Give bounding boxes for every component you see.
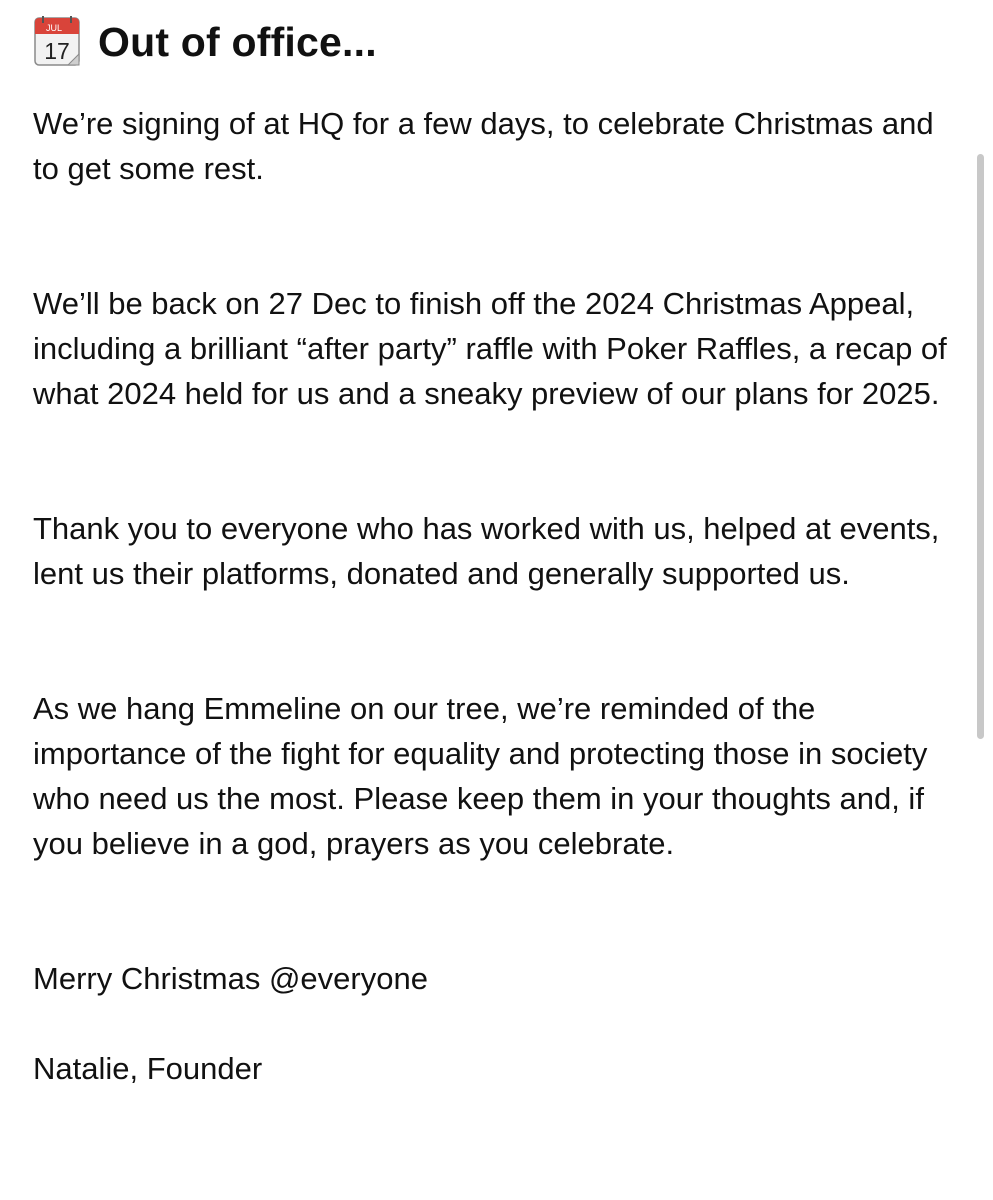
post-title: Out of office... xyxy=(98,18,377,65)
paragraph-intro: We’re signing of at HQ for a few days, to celebrate Christmas and to get some rest. xyxy=(33,106,934,186)
message-body xyxy=(33,101,968,1091)
calendar-month: JUL xyxy=(46,23,63,33)
post-header xyxy=(34,14,377,70)
signature-line: Natalie, Founder xyxy=(33,1051,263,1086)
paragraph-thanks: Thank you to everyone who has worked with us, helped at events, lent us their platforms, donated and generally supported us. xyxy=(33,511,940,591)
greeting-line: Merry Christmas @everyone xyxy=(33,961,428,996)
paragraph-return-date: We’ll be back on 27 Dec to finish off the 2024 Christmas Appeal, including a brilliant “after party” raffle with Poker Raffles, a recap of what 2024 held for us and a sneaky preview of our plans for 2025. xyxy=(33,286,947,411)
calendar-day: 17 xyxy=(44,38,70,64)
paragraph-emmeline: As we hang Emmeline on our tree, we’re reminded of the importance of the fight for equality and protecting those in society who need us the most. Please keep them in your thoughts and, if you believe in a god, prayers as you celebrate. xyxy=(33,691,928,861)
vertical-scrollbar[interactable] xyxy=(977,154,984,739)
calendar-icon xyxy=(34,16,82,68)
